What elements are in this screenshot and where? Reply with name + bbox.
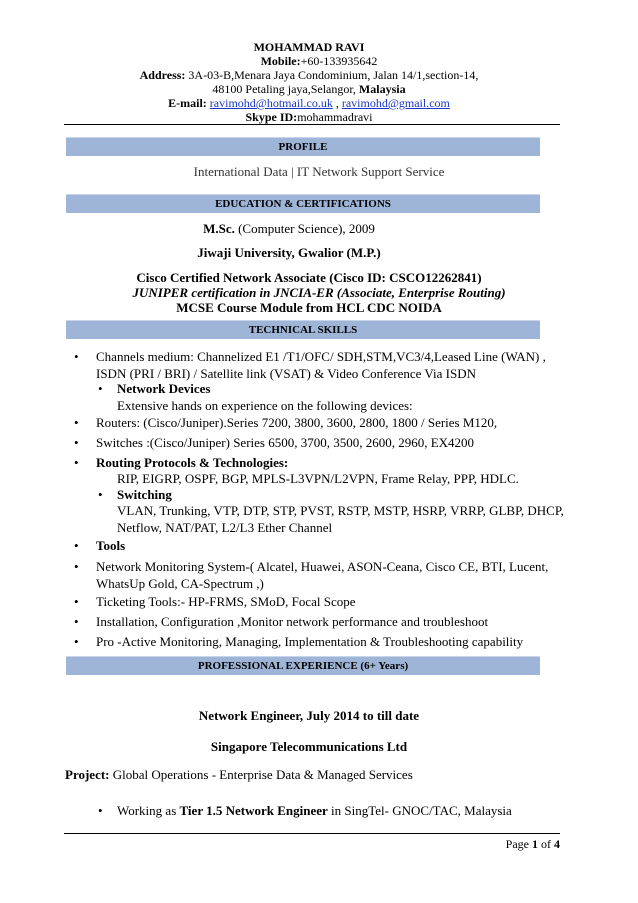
project-value: Global Operations - Enterprise Data & Managed Services <box>112 767 413 782</box>
skill-channels-line-2: ISDN (PRI / BRI) / Satellite link (VSAT) & Video Conference Via ISDN <box>96 366 476 381</box>
skill-switching-line-2: Netflow, NAT/PAT, L2/L3 Ether Channel <box>117 520 333 535</box>
bullet-icon: • <box>74 634 79 649</box>
skype-line <box>0 110 618 124</box>
email-link-gmail[interactable]: ravimohd@gmail.com <box>341 96 450 110</box>
skill-switches: Switches :(Cisco/Juniper) Series 6500, 3700, 3500, 2600, 2960, EX4200 <box>96 435 475 450</box>
job-duty-title: Tier 1.5 Network Engineer <box>179 803 328 818</box>
mobile-value: +60-133935642 <box>300 54 378 68</box>
skill-routing-title: Routing Protocols & Technologies: <box>96 455 289 470</box>
skill-switching-title: Switching <box>117 487 172 502</box>
bullet-icon: • <box>74 614 79 629</box>
skill-routing-desc: RIP, EIGRP, OSPF, BGP, MPLS-L3VPN/L2VPN, Frame Relay, PPP, HDLC. <box>117 471 519 486</box>
section-band-profile: PROFILE <box>66 137 540 156</box>
address-city: 48100 Petaling jaya,Selangor, <box>212 82 356 96</box>
email-label: E-mail: <box>168 96 207 110</box>
degree-title: M.Sc. <box>203 221 235 236</box>
project-line <box>65 767 413 783</box>
bullet-icon: • <box>74 435 79 450</box>
address-label: Address: <box>139 68 186 82</box>
degree-line <box>0 221 578 237</box>
cert-ccna: Cisco Certified Network Associate (Cisco ID: CSCO12262841) <box>136 270 482 285</box>
skill-routers: Routers: (Cisco/Juniper).Series 7200, 3800, 3600, 2800, 1800 / Series M120, <box>96 415 498 430</box>
mobile-line <box>0 54 638 68</box>
page-of-word: of <box>541 837 551 851</box>
skype-value: mohammadravi <box>297 110 373 124</box>
bullet-icon: • <box>98 803 103 818</box>
email-separator: , <box>335 96 339 110</box>
skill-channels <box>96 348 606 382</box>
job-duty-prefix: Working as <box>117 803 177 818</box>
skill-channels-line-1: Channels medium: Channelized E1 /T1/OFC/ SDH,STM,VC3/4,Leased Line (WAN) , <box>96 349 546 364</box>
skill-installation: Installation, Configuration ,Monitor network performance and troubleshoot <box>96 614 489 629</box>
skill-switching-desc <box>117 502 589 536</box>
bullet-icon: • <box>98 487 103 502</box>
skill-network-devices-title: Network Devices <box>117 381 211 396</box>
header-divider <box>64 124 560 125</box>
job-company: Singapore Telecommunications Ltd <box>210 739 408 754</box>
candidate-name: MOHAMMAD RAVI <box>253 40 365 54</box>
cert-mcse: MCSE Course Module from HCL CDC NOIDA <box>176 300 442 315</box>
section-band-experience: PROFESSIONAL EXPERIENCE (6+ Years) <box>66 656 540 675</box>
skill-switching-line-1: VLAN, Trunking, VTP, DTP, STP, PVST, RSTP, MSTP, HSRP, VRRP, GLBP, DHCP, <box>117 503 564 518</box>
skill-monitoring <box>96 558 606 592</box>
bullet-icon: • <box>74 349 79 364</box>
cert-juniper: JUNIPER certification in JNCIA-ER (Associate, Enterprise Routing) <box>132 285 506 300</box>
skype-label: Skype ID: <box>245 110 298 124</box>
address-line-2 <box>0 82 618 96</box>
skill-monitoring-line-2: WhatsUp Gold, CA-Spectrum ,) <box>96 576 264 591</box>
skill-proactive: Pro -Active Monitoring, Managing, Implementation & Troubleshooting capability <box>96 634 524 649</box>
skill-network-devices-desc: Extensive hands on experience on the following devices: <box>117 398 413 413</box>
email-link-hotmail[interactable]: ravimohd@hotmail.co.uk <box>209 96 333 110</box>
page-word: Page <box>505 837 529 851</box>
skill-tools-title: Tools <box>96 538 126 553</box>
project-label: Project: <box>65 767 110 782</box>
job-role: Network Engineer, July 2014 to till date <box>198 708 420 723</box>
bullet-icon: • <box>74 538 79 553</box>
bullet-icon: • <box>74 455 79 470</box>
job-duty-suffix: in SingTel- GNOC/TAC, Malaysia <box>331 803 512 818</box>
bullet-icon: • <box>74 594 79 609</box>
bullet-icon: • <box>98 381 103 396</box>
address-street: 3A-03-B,Menara Jaya Condominium, Jalan 14/1,section-14, <box>188 68 479 82</box>
university-line: Jiwaji University, Gwalior (M.P.) <box>197 245 381 260</box>
bullet-icon: • <box>74 559 79 574</box>
degree-detail: (Computer Science), 2009 <box>238 221 375 236</box>
skill-ticketing: Ticketing Tools:- HP-FRMS, SMoD, Focal Scope <box>96 594 356 609</box>
mobile-label: Mobile: <box>260 54 301 68</box>
page-number <box>506 837 560 851</box>
section-band-technical: TECHNICAL SKILLS <box>66 320 540 339</box>
page-current: 1 <box>532 837 538 851</box>
section-band-education: EDUCATION & CERTIFICATIONS <box>66 194 540 213</box>
address-country: Malaysia <box>358 82 406 96</box>
page-total: 4 <box>554 837 560 851</box>
skill-monitoring-line-1: Network Monitoring System-( Alcatel, Huawei, ASON-Ceana, Cisco CE, BTI, Lucent, <box>96 559 549 574</box>
job-duty <box>117 802 512 819</box>
email-line <box>0 96 618 110</box>
bullet-icon: • <box>74 415 79 430</box>
profile-summary: International Data | IT Network Support Service <box>193 164 445 179</box>
address-line-1 <box>0 68 618 82</box>
footer-divider <box>64 833 560 834</box>
